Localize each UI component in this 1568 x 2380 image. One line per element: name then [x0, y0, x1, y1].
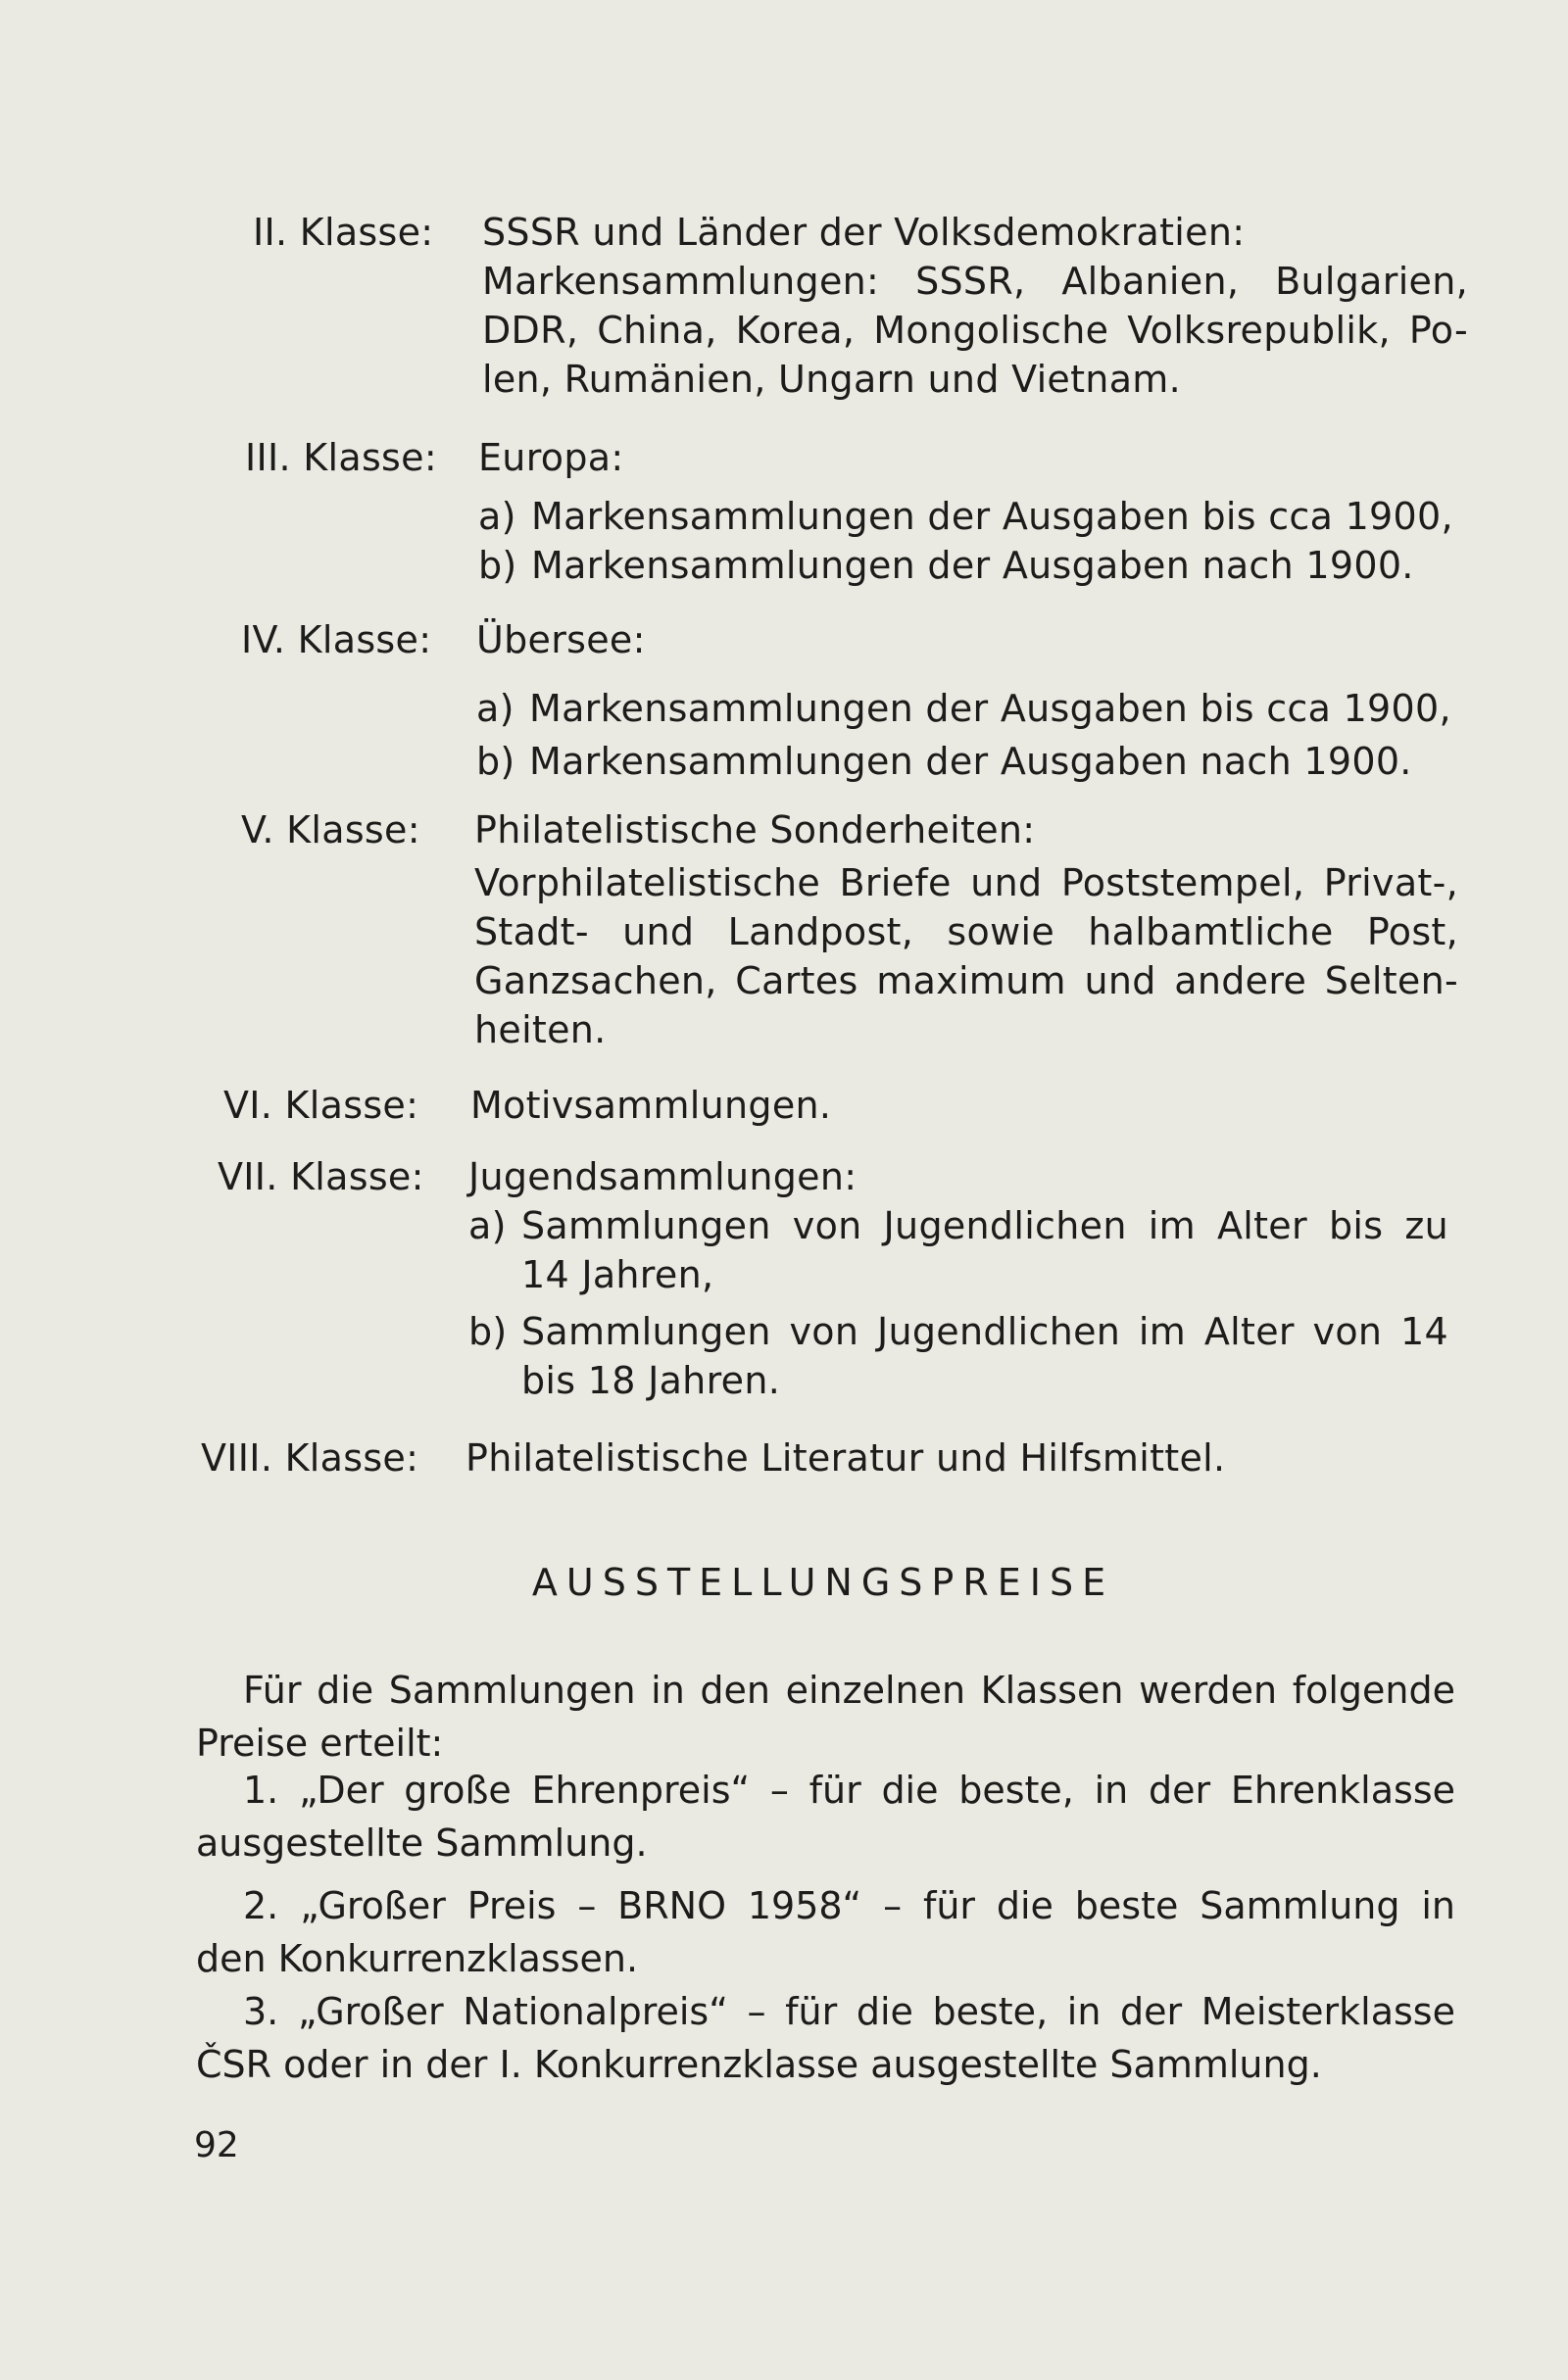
item-marker: b): [476, 740, 515, 783]
list-item: [476, 684, 1456, 733]
klasse-text: Philatelistische Sonderheiten:: [474, 808, 1036, 851]
prize-line: ČSR oder in der I. Konkurrenzklasse ausgestellte Sammlung.: [196, 2043, 1322, 2086]
page-number: 92: [194, 2125, 239, 2165]
klasse-heading: Europa:: [478, 436, 624, 479]
item-text-cont: bis 18 Jahren.: [521, 1359, 781, 1402]
klasse-label: IV. Klasse:: [241, 618, 432, 661]
klasse-text: Ganzsachen, Cartes maximum und andere Selten-: [474, 959, 1458, 1002]
klasse-label: II. Klasse:: [253, 211, 434, 254]
prize-item: [196, 1764, 1455, 1870]
klasse-heading: Übersee:: [476, 618, 646, 661]
klasse-heading: Jugendsammlungen:: [468, 1155, 858, 1198]
klasse-text: Markensammlungen: SSSR, Albanien, Bulgarien,: [482, 260, 1468, 303]
list-item: [476, 737, 1456, 786]
item-text: Markensammlungen der Ausgaben bis cca 1900,: [529, 687, 1451, 730]
item-marker: b): [468, 1310, 508, 1353]
prize-line: 2. „Großer Preis – BRNO 1958“ – für die beste Sammlung in: [243, 1884, 1455, 1927]
klasse-label: V. Klasse:: [241, 808, 420, 851]
item-text: Markensammlungen der Ausgaben bis cca 1900,: [531, 495, 1453, 538]
prize-item: [196, 1985, 1455, 2091]
klasse-text: Stadt- und Landpost, sowie halbamtliche Post,: [474, 910, 1458, 953]
item-marker: a): [468, 1204, 507, 1247]
item-text: Sammlungen von Jugendlichen im Alter von 14: [521, 1310, 1448, 1353]
item-text: Markensammlungen der Ausgaben nach 1900.: [529, 740, 1412, 783]
list-item: [468, 1201, 1448, 1299]
item-text-cont: 14 Jahren,: [521, 1253, 714, 1296]
item-marker: a): [478, 495, 516, 538]
prize-line: ausgestellte Sammlung.: [196, 1821, 648, 1865]
klasse-text: Vorphilatelistische Briefe und Poststempel, Privat-,: [474, 861, 1458, 904]
paragraph-line: Preise erteilt:: [196, 1722, 444, 1765]
item-text: Markensammlungen der Ausgaben nach 1900.: [531, 544, 1414, 587]
klasse-text: len, Rumänien, Ungarn und Vietnam.: [482, 358, 1181, 401]
klasse-text: DDR, China, Korea, Mongolische Volksrepublik, Po-: [482, 309, 1468, 352]
klasse-text: heiten.: [474, 1008, 607, 1051]
klasse-text: Motivsammlungen.: [470, 1084, 832, 1127]
intro-paragraph: [196, 1664, 1455, 1770]
list-item: [478, 492, 1458, 541]
prize-line: 3. „Großer Nationalpreis“ – für die beste, in der Meisterklasse: [243, 1990, 1455, 2033]
list-item: [478, 541, 1458, 590]
klasse-label: III. Klasse:: [245, 436, 437, 479]
item-marker: a): [476, 687, 514, 730]
section-heading: AUSSTELLUNGSPREISE: [531, 1561, 1115, 1604]
prize-item: [196, 1879, 1455, 1985]
klasse-label: VI. Klasse:: [223, 1084, 419, 1127]
prize-line: 1. „Der große Ehrenpreis“ – für die beste, in der Ehrenklasse: [243, 1769, 1455, 1812]
klasse-label: VIII. Klasse:: [201, 1436, 419, 1480]
item-text: Sammlungen von Jugendlichen im Alter bis zu: [521, 1204, 1448, 1247]
list-item: [468, 1307, 1448, 1405]
item-marker: b): [478, 544, 517, 587]
klasse-text: SSSR und Länder der Volksdemokratien:: [482, 211, 1246, 254]
klasse-text: Philatelistische Literatur und Hilfsmittel.: [466, 1436, 1226, 1480]
paragraph-line: Für die Sammlungen in den einzelnen Klassen werden folgende: [243, 1669, 1455, 1712]
prize-line: den Konkurrenzklassen.: [196, 1937, 639, 1980]
klasse-label: VII. Klasse:: [218, 1155, 424, 1198]
